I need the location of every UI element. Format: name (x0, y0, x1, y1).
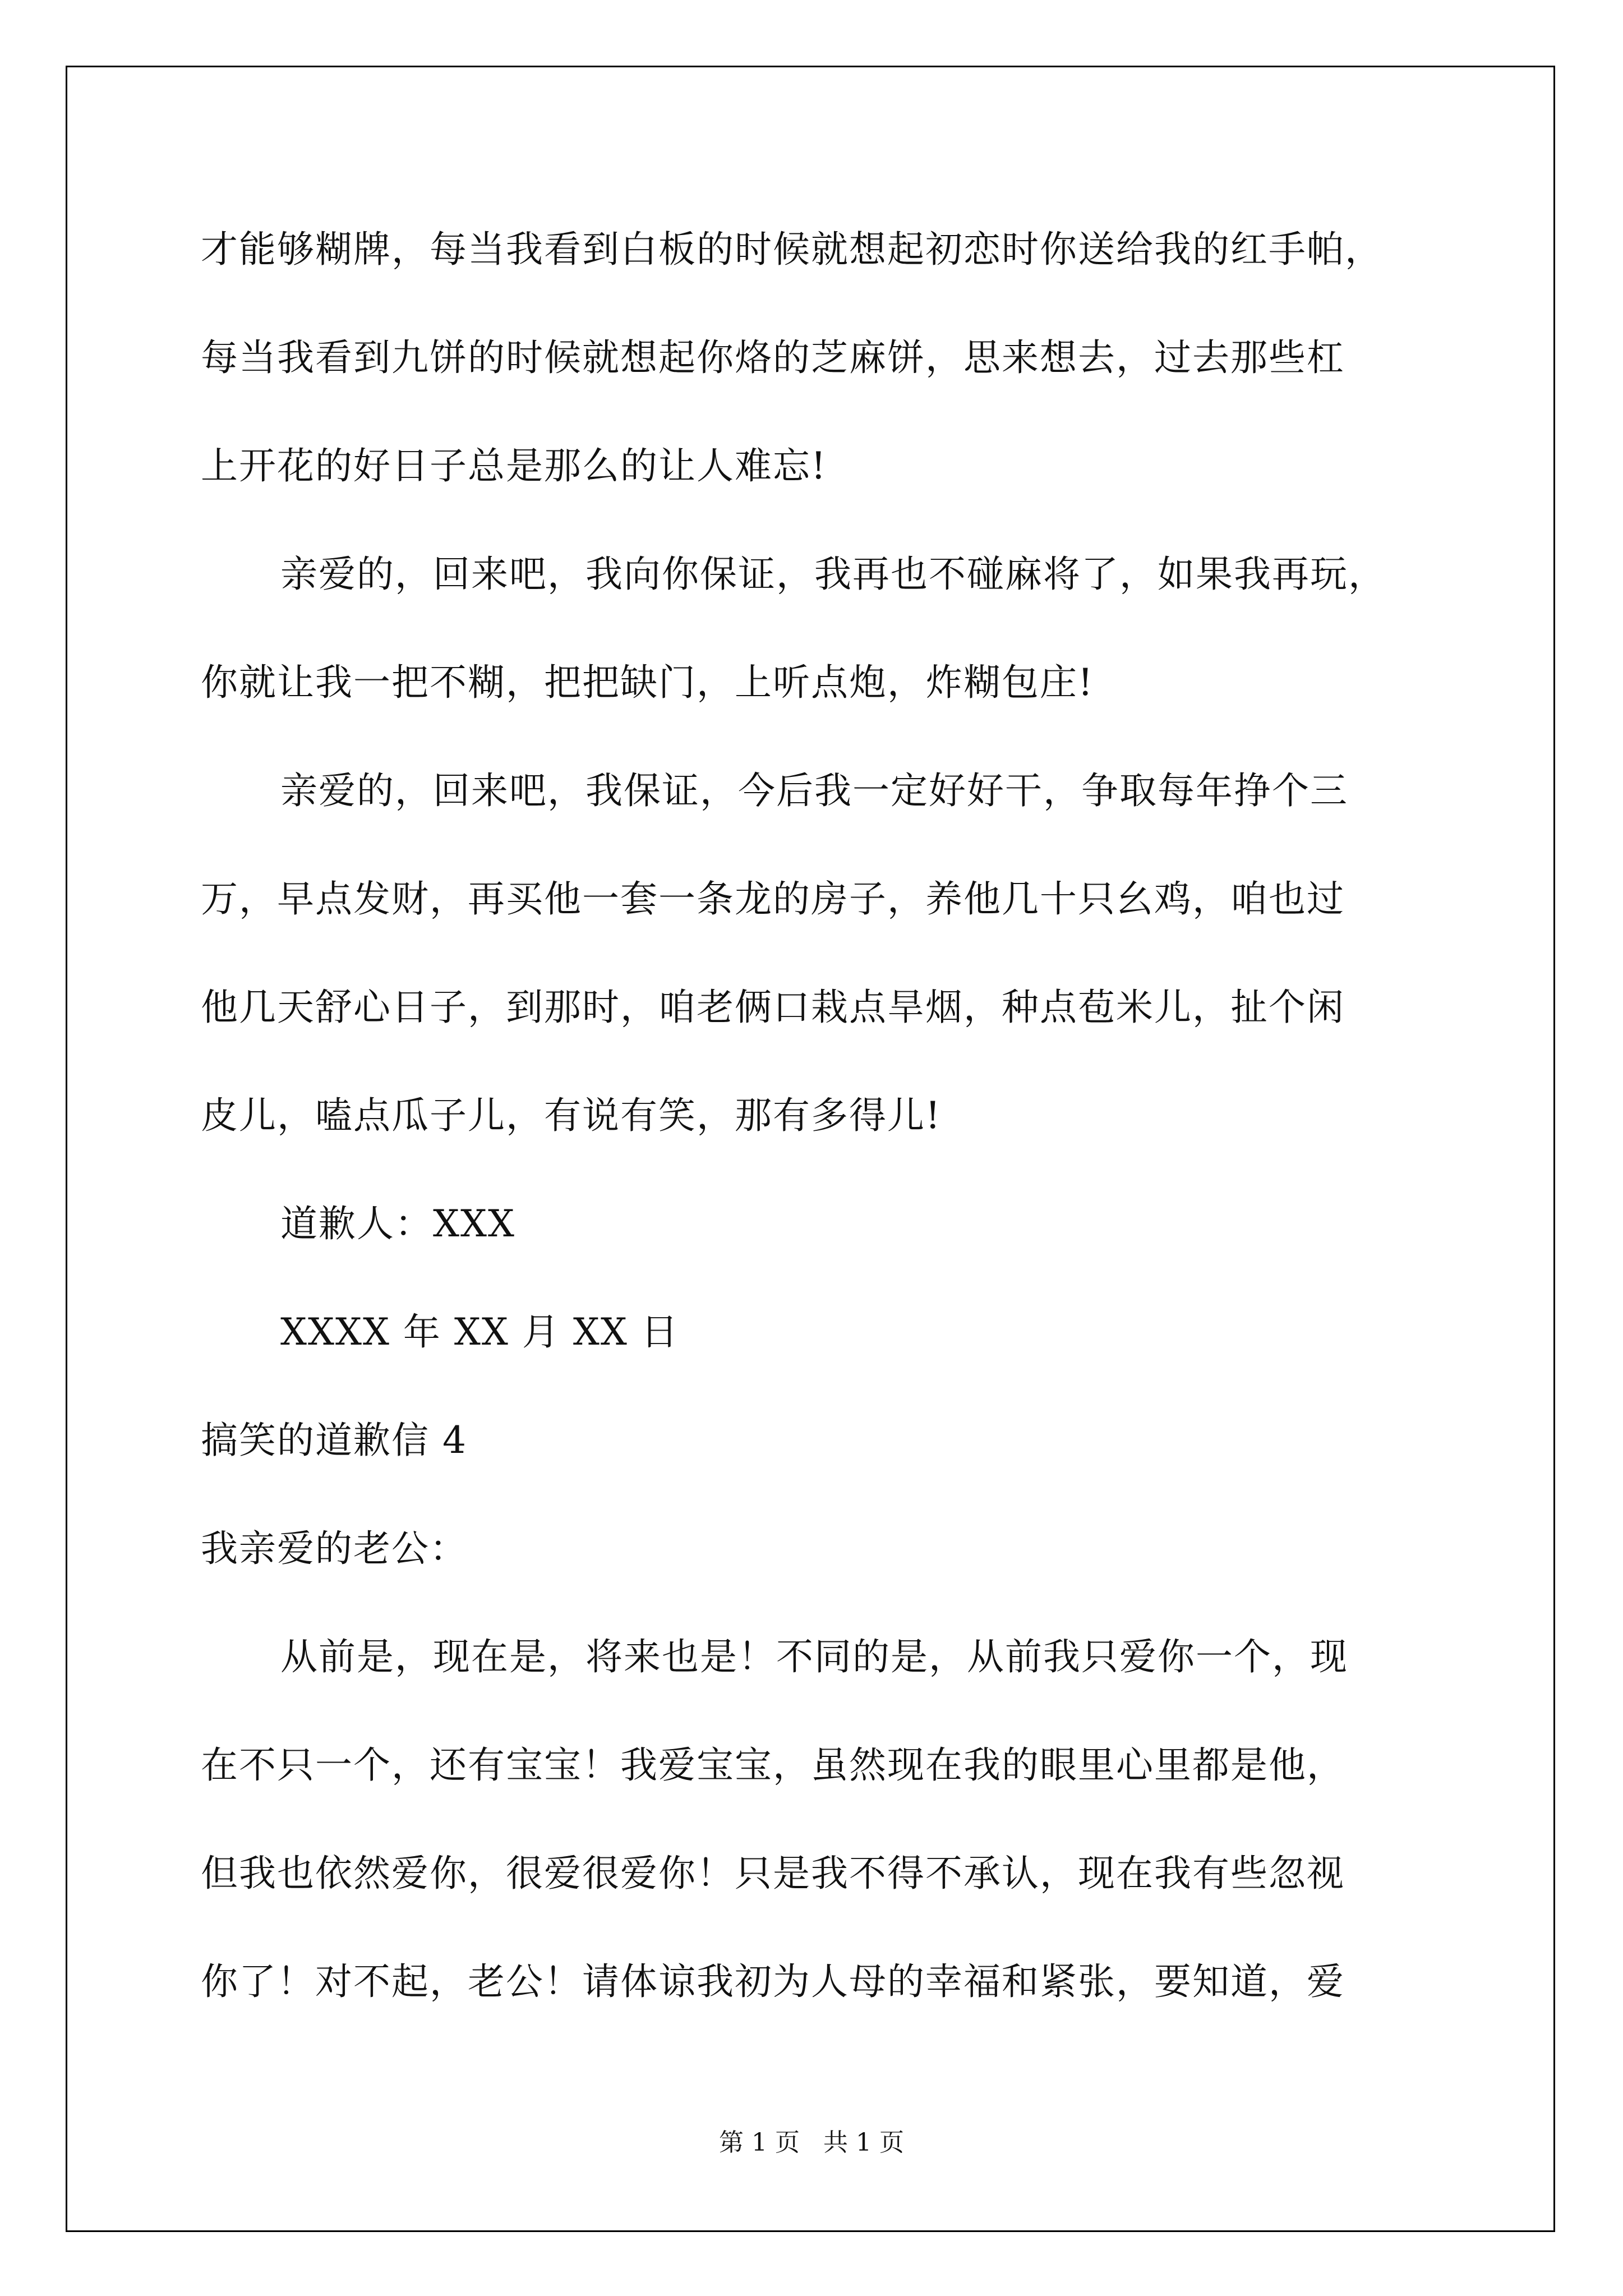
paragraph-start: 从前是，现在是，将来也是！不同的是，从前我只爱你一个，现 (280, 1635, 1348, 1678)
section-title: 搞笑的道歉信 4 (201, 1419, 467, 1462)
salutation: 我亲爱的老公： (201, 1527, 468, 1570)
text-line: 他几天舒心日子，到那时，咱老俩口栽点旱烟，种点苞米儿，扯个闲 (201, 986, 1345, 1029)
text-line: 万，早点发财，再买他一套一条龙的房子，养他几十只幺鸡，咱也过 (201, 877, 1345, 921)
text-line: 每当我看到九饼的时候就想起你烙的芝麻饼，思来想去，过去那些杠 (201, 336, 1345, 379)
text-line: 上开花的好日子总是那么的让人难忘! (201, 444, 827, 487)
text-line: 才能够糊牌，每当我看到白板的时候就想起初恋时你送给我的红手帕， (201, 228, 1383, 271)
paragraph-start: 亲爱的，回来吧，我向你保证，我再也不碰麻将了，如果我再玩， (280, 553, 1386, 596)
paragraph-start: 亲爱的，回来吧，我保证，今后我一定好好干，争取每年挣个三 (280, 769, 1348, 812)
text-line: 在不只一个，还有宝宝！我爱宝宝，虽然现在我的眼里心里都是他， (201, 1743, 1345, 1787)
text-line: 你了！对不起，老公！请体谅我初为人母的幸福和紧张，要知道，爱 (201, 1960, 1345, 2003)
page-border (66, 66, 1555, 2232)
signature-line: 道歉人：XXX (280, 1202, 515, 1245)
page-footer: 第 1 页 共 1 页 (719, 2128, 904, 2157)
text-line: 皮儿，嗑点瓜子儿，有说有笑，那有多得儿! (201, 1094, 942, 1137)
text-line: 你就让我一把不糊，把把缺门，上听点炮，炸糊包庄! (201, 661, 1094, 704)
date-line: XXXX 年 XX 月 XX 日 (280, 1310, 679, 1354)
text-line: 但我也依然爱你，很爱很爱你！只是我不得不承认，现在我有些忽视 (201, 1852, 1345, 1895)
